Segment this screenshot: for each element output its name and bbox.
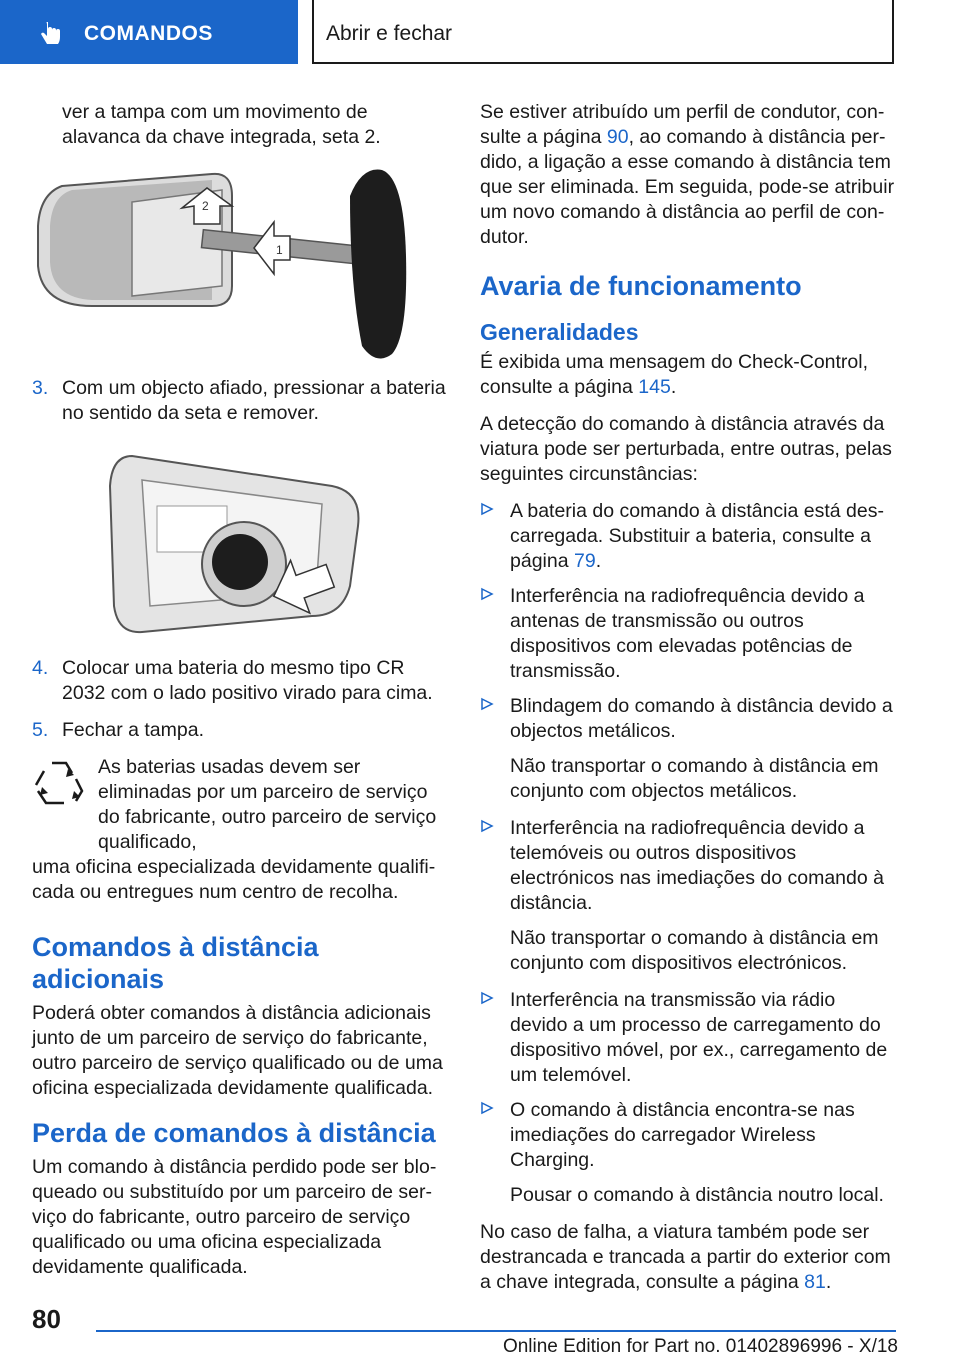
step-4-number: 4. [32, 657, 49, 679]
intro-text: ver a tampa com um movimento de alavanca da chave integrada, seta 2. [62, 101, 381, 148]
svg-text:1: 1 [276, 243, 283, 257]
triangle-bullet-icon [480, 587, 494, 601]
list-item: A bateria do comando à distância está descarregada. Substituir a bateria, consulte a página 79. [480, 499, 896, 574]
list-item: Blindagem do comando à distância devido a objectos metálicos. [480, 694, 896, 744]
additional-remotes-text: Poderá obter comandos à distância adicionais junto de um parceiro de serviço do fabricante, outro parceiro de serviço qualificado ou de uma oficina especializada devidamente qualificada. [32, 1002, 443, 1099]
hand-pointer-icon [38, 22, 64, 48]
recycle-note [32, 755, 448, 905]
recycle-note-text-a: As baterias usadas devem ser eliminadas por um parceiro de serviço do fabricante, outro parceiro de serviço qualificado, [98, 756, 437, 853]
triangle-bullet-icon [480, 697, 494, 711]
detection-intro-text: A detecção do comando à distância através da viatura pode ser perturbada, entre outras, pelas seguintes circunstâncias: [480, 413, 892, 485]
heading-general: Generalidades [480, 319, 639, 345]
heading-malfunction: Avaria de funcionamento [480, 271, 802, 301]
list-item: Interferência na radiofrequência devido a telemóveis ou outros dispositivos electrónicos nas imediações do comando à distância. [480, 816, 896, 916]
list-item: O comando à distância encontra-se nas imediações do carregador Wireless Charging. [480, 1098, 896, 1173]
triangle-bullet-icon [480, 1101, 494, 1115]
list-item-note: Não transportar o comando à distância em conjunto com objectos metálicos. [510, 755, 879, 802]
left-column [32, 100, 448, 1292]
triangle-bullet-icon [480, 819, 494, 833]
section-title: COMANDOS [84, 22, 213, 45]
list-item: Interferência na transmissão via rádio devido a um processo de carregamento do dispositivo móvel, por ex., carregamento de um telemóvel. [480, 988, 896, 1088]
subsection-tab[interactable] [312, 0, 894, 64]
heading-additional-remotes: Comandos à distância adicionais [32, 932, 319, 994]
page-link-145[interactable]: 145 [638, 376, 671, 398]
heading-lost-remotes: Perda de comandos à distância [32, 1118, 436, 1148]
footer-divider [96, 1330, 896, 1332]
list-item: Interferência na radiofrequência devido a antenas de transmissão ou outros dispositivos com elevadas potências de transmissão. [480, 584, 896, 684]
step-3-text: Com um objecto afiado, pressionar a bateria no sentido da seta e remover. [62, 377, 446, 424]
page-link-90[interactable]: 90 [606, 126, 629, 148]
list-item-note: Não transportar o comando à distância em conjunto com dispositivos electrónicos. [510, 927, 879, 974]
lost-remotes-text: Um comando à distância perdido pode ser bloqueado ou substituído por um parceiro de serviço do fabricante, outro parceiro de serviço qualificado ou uma oficina especializada devidamente qualificada. [32, 1156, 437, 1278]
page-link-81[interactable]: 81 [804, 1271, 826, 1293]
step-3-number: 3. [32, 377, 49, 399]
triangle-bullet-icon [480, 991, 494, 1005]
page-link-79[interactable]: 79 [573, 550, 596, 572]
step-5-text: Fechar a tampa. [62, 719, 204, 741]
step-4-text: Colocar uma bateria do mesmo tipo CR 2032 com o lado positivo virado para cima. [62, 657, 433, 704]
footer-edition: Online Edition for Part no. 01402896996 - X/18 [502, 1336, 898, 1357]
recycle-note-text-b: uma oficina especializada devidamente qualificada ou entregues num centro de recolha. [32, 856, 436, 903]
section-tab[interactable] [0, 0, 298, 64]
fallback-text: No caso de falha, a viatura também pode ser destrancada e trancada a partir do exterior com a chave integrada, consulte a página 81. [480, 1221, 891, 1293]
recycle-icon [32, 759, 86, 807]
battery-compartment-illustration [32, 446, 448, 646]
svg-text:2: 2 [202, 199, 209, 213]
triangle-bullet-icon [480, 502, 494, 516]
subsection-title: Abrir e fechar [326, 22, 453, 45]
key-blade-illustration [32, 166, 448, 366]
check-control-text: É exibida uma mensagem do Check-Control, consulte a página 145. [480, 351, 869, 398]
list-item-note: Pousar o comando à distância noutro local. [510, 1184, 884, 1206]
driver-profile-text: Se estiver atribuído um perfil de condutor, consulte a página 90, ao comando à distância perdido, a ligação a esse comando à distância tem que ser eliminada. Em seguida, pode-se atribuir um novo comando à distância ao perfil de condutor. [480, 101, 895, 248]
step-5-number: 5. [32, 719, 49, 741]
right-column [480, 100, 896, 1307]
page-number: 80 [32, 1304, 61, 1334]
